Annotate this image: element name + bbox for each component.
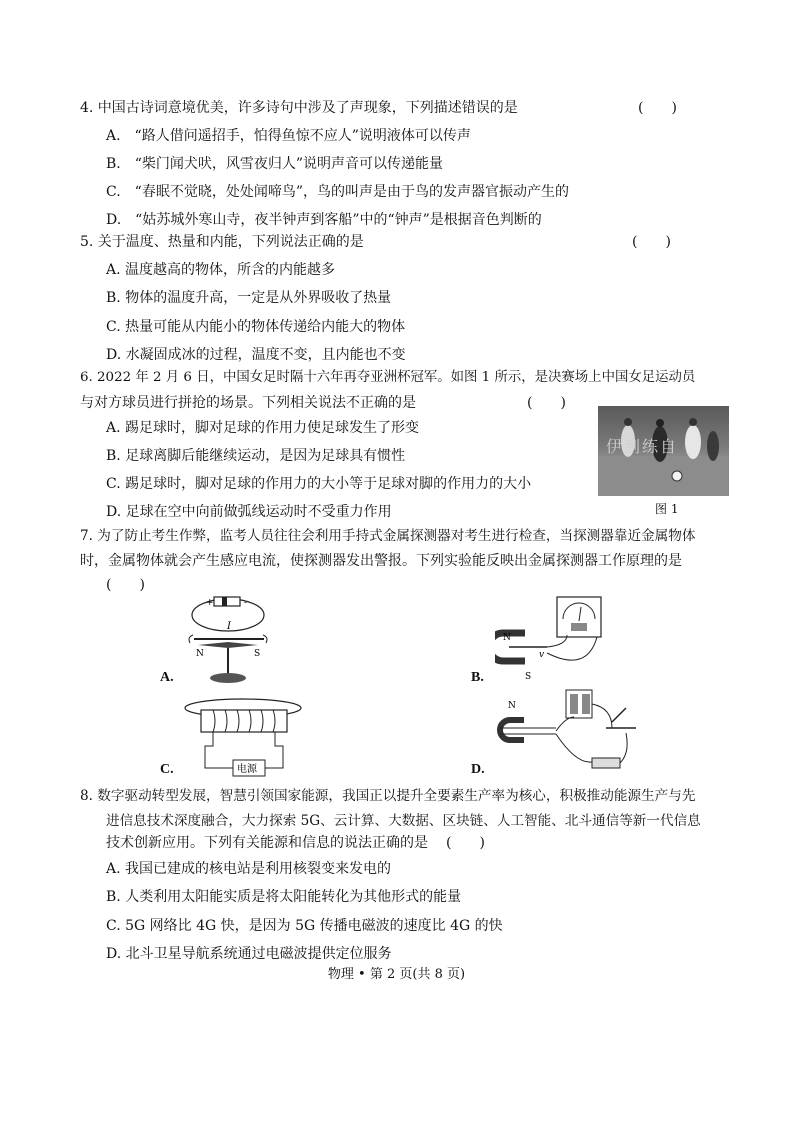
- figure-a-south: S: [254, 649, 261, 659]
- figure-1-caption: 图 1: [655, 502, 679, 516]
- q6-option-a: A. 踢足球时，脚对足球的作用力使足球发生了形变: [106, 420, 420, 436]
- q6-stem-line2: 与对方球员进行拼抢的场景。下列相关说法不正确的是: [80, 395, 416, 411]
- figure-b-label: B.: [471, 670, 484, 685]
- q6-option-d: D. 足球在空中向前做弧线运动时不受重力作用: [106, 504, 392, 520]
- figure-a-plus: +: [206, 598, 214, 608]
- figure-a-label: A.: [160, 670, 174, 685]
- figure-a-north: N: [196, 649, 204, 659]
- q4-option-c: C. “春眠不觉晓，处处闻啼鸟”，鸟的叫声是由于鸟的发声器官振动产生的: [106, 184, 569, 200]
- figure-b-south: S: [525, 672, 532, 682]
- q6-option-c: C. 踢足球时，脚对足球的作用力的大小等于足球对脚的作用力的大小: [106, 476, 532, 492]
- q6-stem-line1: 6. 2022 年 2 月 6 日，中国女足时隔十六年再夺亚洲杯冠军。如图 1 所示，是决赛场上中国女足运动员: [80, 370, 696, 385]
- q4-answer-paren: ( ): [638, 100, 677, 116]
- q7-answer-paren: ( ): [106, 577, 145, 593]
- q4-stem: 4. 中国古诗词意境优美，许多诗句中涉及了声现象，下列描述错误的是: [80, 100, 518, 116]
- figure-c-label: C.: [160, 762, 174, 777]
- q5-answer-paren: ( ): [632, 234, 671, 250]
- figure-b-generator: [495, 595, 610, 687]
- q5-option-c: C. 热量可能从内能小的物体传递给内能大的物体: [106, 319, 406, 335]
- q8-option-b: B. 人类利用太阳能实质是将太阳能转化为其他形式的能量: [106, 889, 462, 905]
- q8-stem-line3: 技术创新应用。下列有关能源和信息的说法正确的是: [106, 835, 428, 851]
- soccer-photo: [598, 406, 729, 496]
- q6-answer-paren: ( ): [527, 395, 566, 411]
- figure-d-motor: [496, 688, 642, 778]
- page-footer: 物理 • 第 2 页(共 8 页): [327, 967, 466, 982]
- q5-option-b: B. 物体的温度升高，一定是从外界吸收了热量: [106, 290, 392, 306]
- figure-a-oersted: [186, 593, 276, 688]
- q5-option-d: D. 水凝固成冰的过程，温度不变，且内能也不变: [106, 347, 406, 363]
- figure-c-electromagnet: [183, 696, 305, 778]
- figure-b-north: N: [503, 633, 511, 643]
- figure-a-current: I: [227, 621, 231, 632]
- figure-b-velocity: v: [539, 650, 545, 660]
- q8-stem-line1: 8. 数字驱动转型发展，智慧引领国家能源，我国正以提升全要素生产率为核心，积极推动能源生产与先: [80, 788, 696, 804]
- q8-option-d: D. 北斗卫星导航系统通过电磁波提供定位服务: [106, 946, 392, 962]
- photo-watermark: 伊到练自: [606, 437, 679, 456]
- q4-option-a: A. “路人借问遥招手，怕得鱼惊不应人”说明液体可以传声: [106, 128, 471, 144]
- q5-stem: 5. 关于温度、热量和内能，下列说法正确的是: [80, 234, 364, 250]
- q4-option-b: B. “柴门闻犬吠，风雪夜归人”说明声音可以传递能量: [106, 156, 444, 172]
- q8-answer-paren: ( ): [446, 835, 485, 851]
- q8-option-a: A. 我国已建成的核电站是利用核裂变来发电的: [106, 861, 392, 877]
- q8-stem-line2: 进信息技术深度融合，大力探索 5G、云计算、大数据、区块链、人工智能、北斗通信等新一代信息: [106, 813, 701, 829]
- q7-stem-line2: 时，金属物体就会产生感应电流，使探测器发出警报。下列实验能反映出金属探测器工作原理的是: [80, 553, 682, 569]
- q8-option-c: C. 5G 网络比 4G 快，是因为 5G 传播电磁波的速度比 4G 的快: [106, 918, 503, 934]
- figure-d-label: D.: [471, 762, 485, 777]
- figure-c-power: 电源: [237, 764, 257, 775]
- q6-option-b: B. 足球离脚后能继续运动，是因为足球具有惯性: [106, 448, 406, 464]
- q7-stem-line1: 7. 为了防止考生作弊，监考人员往往会利用手持式金属探测器对考生进行检查，当探测器靠近金属物体: [80, 528, 696, 544]
- figure-a-minus: -: [244, 598, 248, 608]
- figure-d-north: N: [508, 701, 516, 711]
- q5-option-a: A. 温度越高的物体，所含的内能越多: [106, 262, 336, 278]
- q4-option-d: D. “姑苏城外寒山寺，夜半钟声到客船”中的“钟声”是根据音色判断的: [106, 212, 542, 228]
